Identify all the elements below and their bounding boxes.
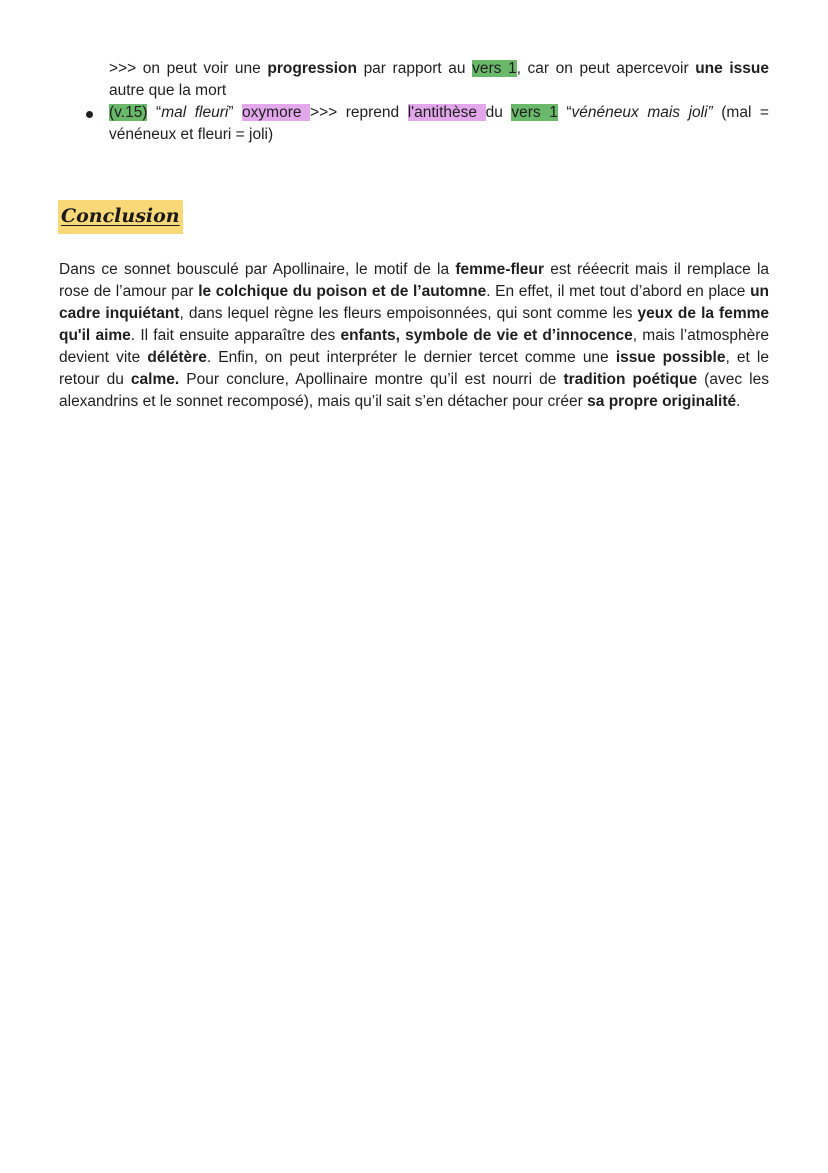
bold-term: enfants, symbole de vie et d’innocence — [340, 327, 633, 344]
section-heading: Conclusion — [58, 200, 183, 234]
text-run: “ — [557, 104, 572, 121]
conclusion-section — [59, 259, 769, 413]
bold-term: calme. — [130, 371, 180, 388]
text-run: >>> reprend — [310, 104, 408, 121]
highlight-green: vers 1 — [472, 60, 517, 77]
conclusion-paragraph — [59, 259, 769, 413]
text-run: . Enfin, on peut interpréter le dernier tercet comme une — [206, 349, 616, 366]
italic-quote: mal fleuri — [161, 104, 229, 121]
text-run: Dans ce sonnet bousculé par Apollinaire, le motif de la — [59, 261, 456, 278]
text-run: , car on peut apercevoir — [516, 60, 696, 77]
highlight-green: vers 1 — [511, 104, 558, 121]
continuation-paragraph — [109, 58, 769, 102]
text-run: ” — [228, 104, 243, 121]
text-run: “ — [147, 104, 162, 121]
text-run: est rééecrit mais il remplace la rose de l’amour par — [59, 261, 770, 300]
bold-term: progression — [267, 60, 357, 77]
highlight-green: (v.15) — [109, 104, 148, 121]
text-run: Pour conclure, Apollinaire montre qu’il est nourri de — [179, 371, 564, 388]
bold-term: un cadre inquiétant — [59, 283, 770, 322]
text-run: par rapport au — [356, 60, 473, 77]
text-run: , et le retour du — [59, 349, 769, 388]
bold-term: délétère — [147, 349, 207, 366]
bold-term: sa propre originalité — [587, 393, 737, 410]
text-run: , dans lequel règne les fleurs empoisonnées, qui sont comme les — [179, 305, 638, 322]
text-run: (mal = vénéneux et fleuri = joli) — [109, 104, 769, 143]
text-run: . Il fait ensuite apparaître des — [130, 327, 341, 344]
bold-term: femme-fleur — [455, 261, 545, 278]
bullet-dot-icon — [86, 111, 93, 118]
italic-quote: vénéneux mais joli” — [571, 104, 713, 121]
text-run: >>> on peut voir une — [109, 60, 268, 77]
text-run: autre que la mort — [109, 82, 227, 99]
bold-term: yeux de la femme qu'il aime — [59, 305, 770, 344]
bold-term: tradition poétique — [563, 371, 698, 388]
text-run: . — [736, 393, 741, 410]
bullet-item — [109, 102, 769, 146]
highlight-pink: oxymore — [242, 104, 311, 121]
bold-term: une issue — [695, 60, 769, 77]
text-run: (avec les alexandrins et le sonnet recomposé), mais qu’il sait s’en détacher pour créer — [59, 371, 769, 410]
bold-term: le colchique du poison et de l’automne — [198, 283, 487, 300]
analysis-notes — [109, 58, 769, 146]
text-run: , mais l’atmosphère devient vite — [59, 327, 769, 366]
text-run: . En effet, il met tout d’abord en place — [486, 283, 751, 300]
bullet-paragraph — [109, 102, 769, 146]
text-run: du — [485, 104, 512, 121]
bold-term: issue possible — [615, 349, 726, 366]
highlight-pink: l'antithèse — [407, 104, 486, 121]
